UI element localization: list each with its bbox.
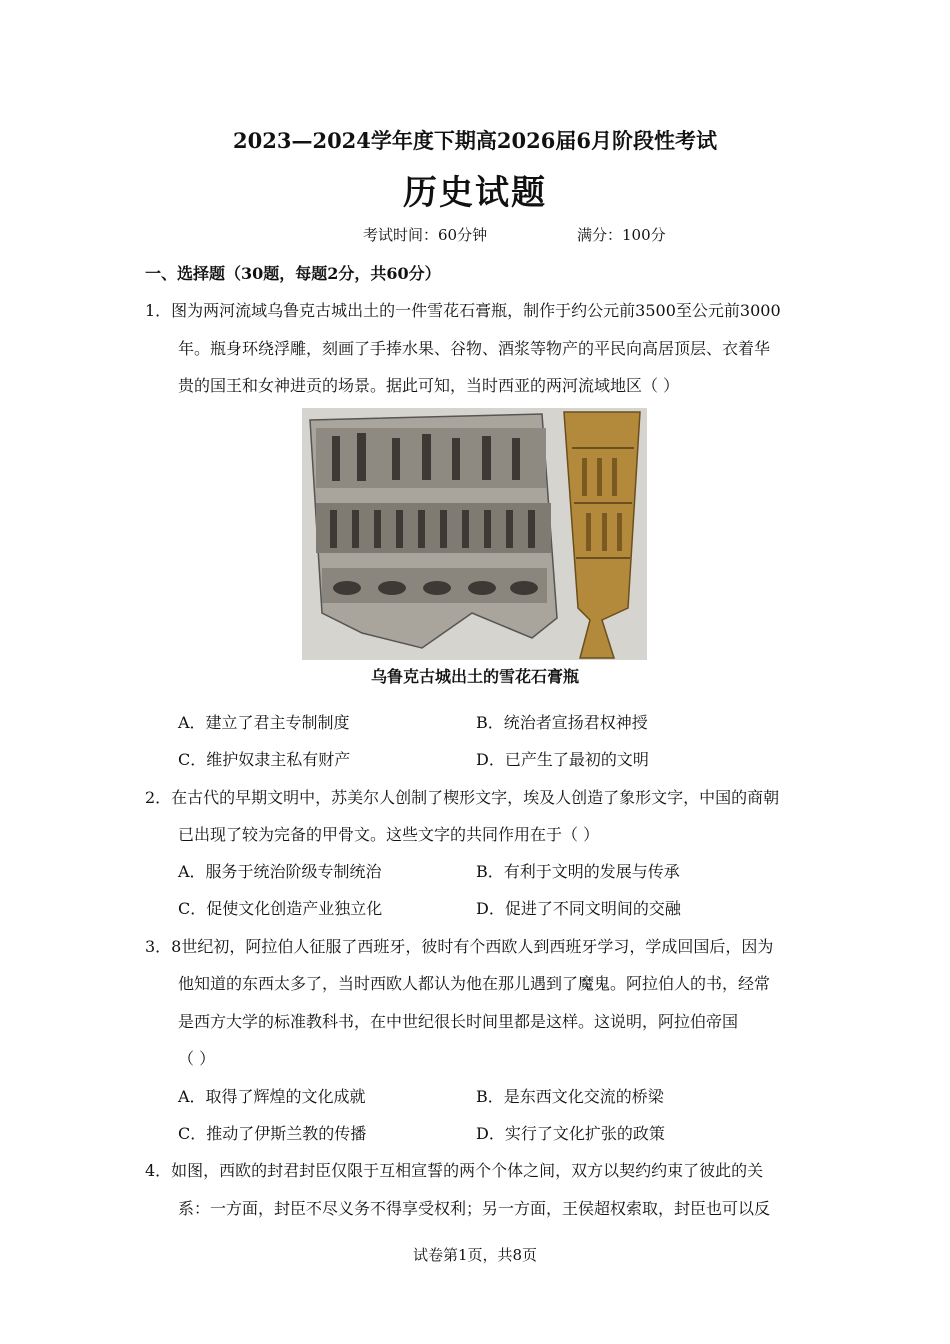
question-2-option-a[interactable]: A．服务于统治阶级专制统治 — [178, 862, 382, 881]
question-2-option-b[interactable]: B．有利于文明的发展与传承 — [476, 862, 680, 881]
vase-illustration — [302, 408, 647, 660]
question-3-option-d[interactable]: D．实行了文化扩张的政策 — [476, 1124, 665, 1143]
question-3-option-c[interactable]: C．推动了伊斯兰教的传播 — [178, 1124, 367, 1143]
question-3-line-1: 3．8世纪初，阿拉伯人征服了西班牙，彼时有个西欧人到西班牙学习，学成回国后，因为 — [145, 937, 774, 956]
figure-caption: 乌鲁克古城出土的雪花石膏瓶 — [370, 667, 579, 686]
question-3-line-3: 是西方大学的标准教科书，在中世纪很长时间里都是这样。这说明，阿拉伯帝国 — [178, 1012, 739, 1031]
section-heading: 一、选择题（30题，每题2分，共60分） — [145, 264, 441, 283]
question-1-line-2: 年。瓶身环绕浮雕，刻画了手捧水果、谷物、酒浆等物产的平民向高居顶层、衣着华 — [178, 339, 771, 358]
question-3-option-a[interactable]: A．取得了辉煌的文化成就 — [178, 1087, 366, 1106]
question-2-line-2: 已出现了较为完备的甲骨文。这些文字的共同作用在于（ ） — [178, 825, 600, 844]
exam-time: 考试时间：60分钟 — [363, 226, 488, 244]
question-1-option-d[interactable]: D．已产生了最初的文明 — [476, 750, 649, 769]
question-4-line-2: 系：一方面，封臣不尽义务不得享受权利；另一方面，王侯超权索取，封臣也可以反 — [178, 1199, 771, 1218]
exam-header: 2023—2024学年度下期高2026届6月阶段性考试 — [233, 128, 717, 153]
question-2-line-1: 2．在古代的早期文明中，苏美尔人创制了楔形文字，埃及人创造了象形文字，中国的商朝 — [145, 788, 780, 807]
alabaster-vase-figure — [302, 408, 647, 660]
question-2-option-d[interactable]: D．促进了不同文明间的交融 — [476, 899, 681, 918]
question-1-option-c[interactable]: C．维护奴隶主私有财产 — [178, 750, 351, 769]
full-score: 满分：100分 — [577, 226, 666, 244]
question-3-line-4: （ ） — [178, 1049, 216, 1068]
question-1-option-a[interactable]: A．建立了君主专制制度 — [178, 713, 350, 732]
subject-title: 历史试题 — [403, 173, 547, 213]
question-4-line-1: 4．如图，西欧的封君封臣仅限于互相宣誓的两个个体之间，双方以契约约束了彼此的关 — [145, 1161, 764, 1180]
question-2-option-c[interactable]: C．促使文化创造产业独立化 — [178, 899, 383, 918]
question-1-line-1: 1．图为两河流域乌鲁克古城出土的一件雪花石膏瓶，制作于约公元前3500至公元前3000 — [145, 301, 781, 320]
question-1-line-3: 贵的国王和女神进贡的场景。据此可知，当时西亚的两河流域地区（ ） — [178, 376, 680, 395]
page-footer: 试卷第1页，共8页 — [412, 1246, 538, 1264]
question-3-line-2: 他知道的东西太多了，当时西欧人都认为他在那儿遇到了魔鬼。阿拉伯人的书，经常 — [178, 974, 771, 993]
question-3-option-b[interactable]: B．是东西文化交流的桥梁 — [476, 1087, 664, 1106]
question-1-option-b[interactable]: B．统治者宣扬君权神授 — [476, 713, 648, 732]
